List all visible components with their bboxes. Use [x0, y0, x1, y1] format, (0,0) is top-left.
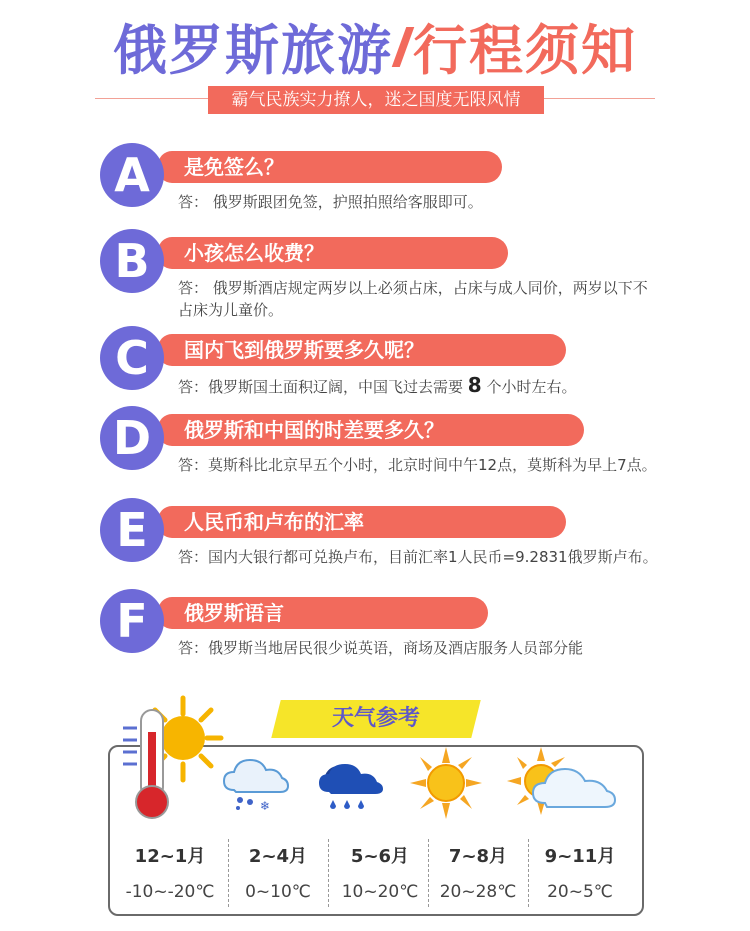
- letter-badge-c: C: [100, 326, 164, 390]
- answer-f: 答：俄罗斯当地居民很少说英语，商场及酒店服务人员部分能: [178, 639, 584, 657]
- weather-col-1: [120, 842, 220, 902]
- subtitle-banner: 霸气民族实力撩人，迷之国度无限风情: [208, 86, 544, 114]
- snow-cloud-icon: [220, 752, 292, 812]
- weather-temp: -10~-20℃: [125, 882, 215, 902]
- letter-badge-d: D: [100, 406, 164, 470]
- question-c: 国内飞到俄罗斯要多久呢？: [172, 334, 566, 366]
- weather-month: 12~1月: [134, 846, 206, 867]
- answer-a: 答： 俄罗斯跟团免签，护照拍照给客服即可。: [178, 193, 483, 211]
- content-cutoff: [170, 668, 650, 684]
- column-divider: [328, 839, 329, 907]
- answer-e: 答：国内大银行都可兑换卢布，目前汇率1人民币=9.2831俄罗斯卢布。: [178, 548, 658, 566]
- weather-temp: 0~10℃: [245, 882, 311, 902]
- title-part2: 行程须知: [413, 19, 637, 82]
- title-part1: 俄罗斯旅游: [113, 19, 393, 82]
- weather-tag: [271, 700, 480, 738]
- weather-tag-label: 天气参考: [331, 706, 420, 731]
- answer-d: 答：莫斯科比北京早五个小时，北京时间中午12点，莫斯科为早上7点。: [178, 456, 657, 474]
- thermometer-sun-icon: [115, 692, 225, 832]
- rain-cloud-icon: [315, 752, 387, 812]
- weather-temp: 10~20℃: [341, 882, 419, 902]
- weather-month: 2~4月: [248, 846, 308, 867]
- weather-month: 7~8月: [448, 846, 508, 867]
- letter-badge-b: B: [100, 229, 164, 293]
- weather-col-3: [330, 842, 430, 902]
- weather-temp: 20~28℃: [439, 882, 517, 902]
- svg-text:❄: ❄: [260, 799, 271, 812]
- weather-col-5: [530, 842, 630, 902]
- sun-cloud-icon: [505, 745, 621, 821]
- answer-c-number: 8: [467, 373, 482, 397]
- weather-col-2: [228, 842, 328, 902]
- weather-col-4: [428, 842, 528, 902]
- question-f: 俄罗斯语言: [172, 597, 488, 629]
- page-title: [0, 8, 750, 88]
- answer-c-pre: 答：俄罗斯国土面积辽阔，中国飞过去需要: [178, 378, 468, 396]
- weather-month: 9~11月: [544, 846, 616, 867]
- question-b: 小孩怎么收费？: [172, 237, 508, 269]
- answer-b: 答： 俄罗斯酒店规定两岁以上必须占床，占床与成人同价，两岁以下不占床为儿童价。: [178, 279, 648, 319]
- column-divider: [528, 839, 529, 907]
- letter-badge-a: A: [100, 143, 164, 207]
- question-a: 是免签么？: [172, 151, 502, 183]
- letter-badge-e: E: [100, 498, 164, 562]
- question-d: 俄罗斯和中国的时差要多久？: [172, 414, 584, 446]
- question-e: 人民币和卢布的汇率: [172, 506, 566, 538]
- answer-c: [178, 374, 658, 398]
- letter-badge-f: F: [100, 589, 164, 653]
- answer-c-post: 个小时左右。: [481, 378, 577, 396]
- weather-month: 5~6月: [350, 846, 410, 867]
- sun-icon: [408, 745, 484, 821]
- weather-temp: 20~5℃: [547, 882, 613, 902]
- title-divider: [392, 27, 415, 67]
